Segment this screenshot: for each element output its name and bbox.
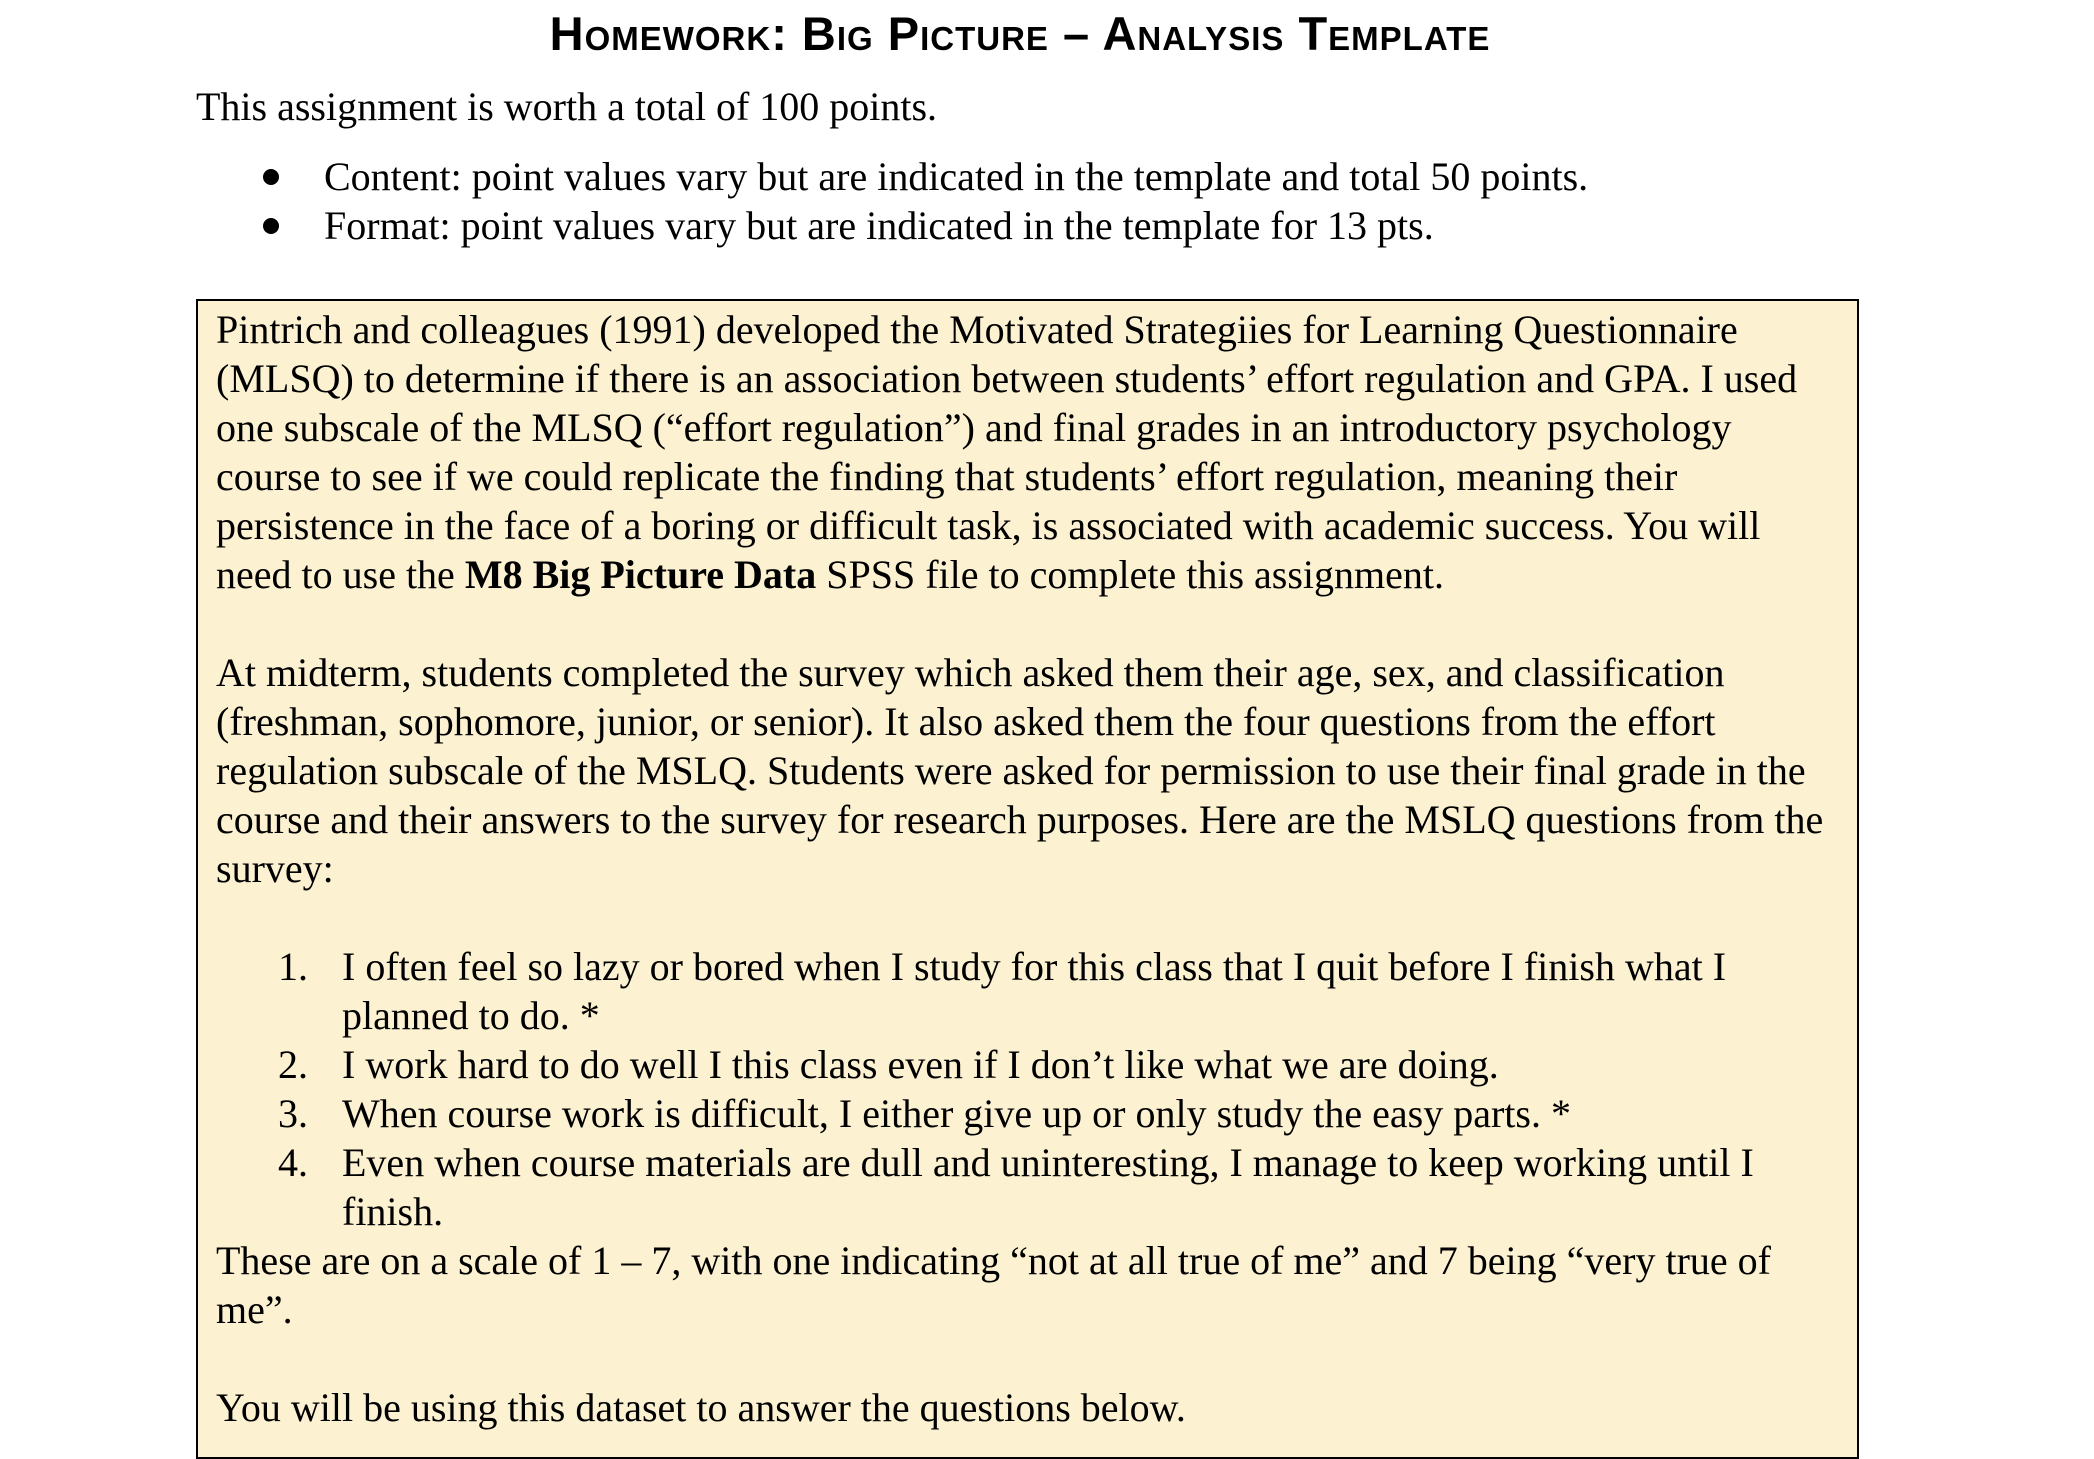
list-item <box>196 152 1588 201</box>
question-text: I often feel so lazy or bored when I study for this class that I quit before I finish what I planned to do. * <box>342 944 1727 1038</box>
question-text: Even when course materials are dull and uninteresting, I manage to keep working until I finish. <box>342 1140 1754 1234</box>
bullet-text: Content: point values vary but are indicated in the template and total 50 points. <box>324 154 1589 199</box>
bullet-icon <box>263 218 279 234</box>
assignment-description-box <box>196 299 1859 1459</box>
question-text: When course work is difficult, I either give up or only study the easy parts. * <box>342 1091 1571 1136</box>
question-number: 2. <box>278 1042 308 1087</box>
question-number: 3. <box>278 1091 308 1136</box>
scale-note: These are on a scale of 1 – 7, with one indicating “not at all true of me” and 7 being “very true of me”. <box>216 1238 1771 1332</box>
paragraph-text: Pintrich and colleagues (1991) developed the Motivated Strategiies for Learning Questionnaire (MLSQ) to determine if there is an association between students’ effort regulation and GPA. I used one subscale of the MLSQ (“effort regulation”) and final grades in an introductory psychology course to see if we could replicate the finding that students’ effort regulation, meaning their persistence in the face of a boring or difficult task, is associated with academic success. You will need to use the <box>216 307 1798 597</box>
list-item <box>216 1089 1839 1138</box>
question-text: I work hard to do well I this class even if I don’t like what we are doing. <box>342 1042 1499 1087</box>
description-paragraph-1 <box>216 305 1839 599</box>
list-item <box>216 1040 1839 1089</box>
paragraph-text: SPSS file to complete this assignment. <box>816 552 1444 597</box>
bullet-icon <box>263 169 279 185</box>
survey-question-list <box>216 942 1839 1236</box>
description-paragraph-2: At midterm, students completed the survey which asked them their age, sex, and classification (freshman, sophomore, junior, or senior). It also asked them the four questions from the effort regulation subscale of the MSLQ. Students were asked for permission to use their final grade in the course and their answers to the survey for research purposes. Here are the MSLQ questions from the survey: <box>216 650 1824 891</box>
intro-text: This assignment is worth a total of 100 points. <box>196 84 938 129</box>
bullet-list <box>196 152 1588 250</box>
question-number: 1. <box>278 944 308 989</box>
closing-text: You will be using this dataset to answer the questions below. <box>216 1385 1186 1430</box>
dataset-name: M8 Big Picture Data <box>464 552 817 597</box>
page-title: Homework: Big Picture – Analysis Template <box>549 7 1491 60</box>
list-item <box>216 942 1839 1040</box>
list-item <box>196 201 1588 250</box>
question-number: 4. <box>278 1140 308 1185</box>
bullet-text: Format: point values vary but are indicated in the template for 13 pts. <box>324 203 1434 248</box>
list-item <box>216 1138 1839 1236</box>
